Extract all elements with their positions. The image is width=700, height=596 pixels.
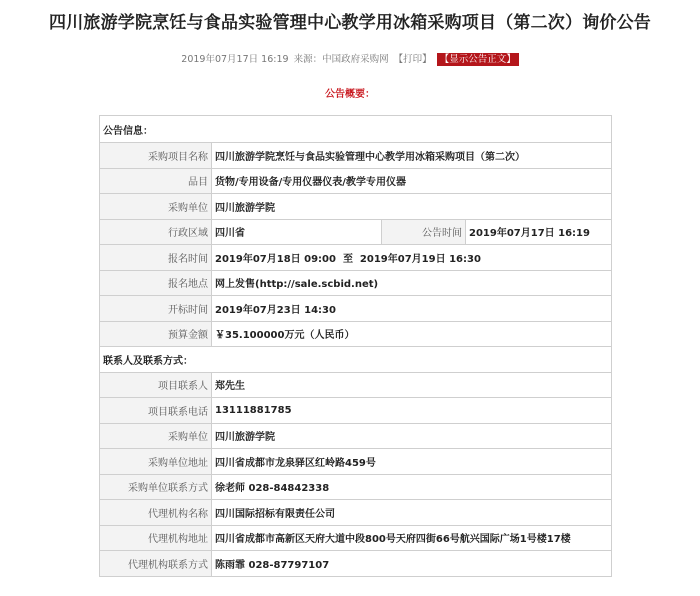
signup-place-label: 报名地点 — [100, 270, 212, 296]
signup-time-value — [212, 245, 612, 271]
announcement-table — [99, 115, 612, 577]
purchasing-unit-label: 采购单位 — [100, 194, 212, 220]
contact-person-value: 郑先生 — [212, 372, 612, 398]
project-name-label: 采购项目名称 — [100, 143, 212, 169]
agency-contact-value: 陈雨霏 028-87797107 — [212, 551, 612, 577]
table-row — [100, 423, 612, 449]
table-row — [100, 296, 612, 322]
source-text: 来源：中国政府采购网 — [293, 54, 389, 65]
table-row — [100, 551, 612, 577]
table-row — [100, 347, 612, 373]
signup-to: 至 — [342, 253, 353, 265]
table-row — [100, 449, 612, 475]
budget-value: ￥35.100000万元（人民币） — [212, 321, 612, 347]
project-name-value: 四川旅游学院烹饪与食品实验管理中心教学用冰箱采购项目（第二次） — [212, 143, 612, 169]
publish-time-value: 2019年07月17日 16:19 — [466, 219, 612, 245]
signup-place-value: 网上发售(http://sale.scbid.net) — [212, 270, 612, 296]
unit-address-value: 四川省成都市龙泉驿区红岭路459号 — [212, 449, 612, 475]
contact-phone-value: 13111881785 — [212, 398, 612, 424]
signup-start: 2019年07月18日 09:00 — [215, 253, 336, 265]
unit-address-label: 采购单位地址 — [100, 449, 212, 475]
agency-address-label: 代理机构地址 — [100, 525, 212, 551]
agency-contact-label: 代理机构联系方式 — [100, 551, 212, 577]
agency-name-label: 代理机构名称 — [100, 500, 212, 526]
section-contact-info: 联系人及联系方式： — [100, 347, 612, 373]
table-row — [100, 474, 612, 500]
open-time-label: 开标时间 — [100, 296, 212, 322]
contact-phone-label: 项目联系电话 — [100, 398, 212, 424]
agency-name-value: 四川国际招标有限责任公司 — [212, 500, 612, 526]
region-label: 行政区域 — [100, 219, 212, 245]
section-announcement-info: 公告信息： — [100, 116, 612, 143]
contact-unit-label: 采购单位 — [100, 423, 212, 449]
open-time-value: 2019年07月23日 14:30 — [212, 296, 612, 322]
table-row — [100, 372, 612, 398]
table-row — [100, 525, 612, 551]
print-link[interactable]: 【打印】 — [393, 54, 432, 65]
summary-heading: 公告概要： — [325, 89, 375, 100]
category-value: 货物/专用设备/专用仪器仪表/教学专用仪器 — [212, 168, 612, 194]
table-row — [100, 219, 612, 245]
table-row — [100, 270, 612, 296]
budget-label: 预算金额 — [100, 321, 212, 347]
article-meta — [0, 51, 700, 65]
agency-address-value: 四川省成都市高新区天府大道中段800号天府四街66号航兴国际广场1号楼17楼 — [212, 525, 612, 551]
table-row — [100, 116, 612, 143]
signup-end: 2019年07月19日 16:30 — [359, 253, 481, 265]
publish-time-label: 公告时间 — [382, 219, 466, 245]
table-row — [100, 194, 612, 220]
table-row — [100, 398, 612, 424]
table-row — [100, 321, 612, 347]
show-text-button[interactable]: 【显示公告正文】 — [437, 53, 519, 66]
signup-time-label: 报名时间 — [100, 245, 212, 271]
category-label: 品目 — [100, 168, 212, 194]
purchasing-unit-value: 四川旅游学院 — [212, 194, 612, 220]
table-row — [100, 245, 612, 271]
unit-contact-value: 徐老师 028-84842338 — [212, 474, 612, 500]
page-title: 四川旅游学院烹饪与食品实验管理中心教学用冰箱采购项目（第二次）询价公告 — [49, 13, 651, 33]
publish-date: 2019年07月17日 16:19 — [181, 54, 289, 65]
unit-contact-label: 采购单位联系方式 — [100, 474, 212, 500]
table-row — [100, 500, 612, 526]
table-row — [100, 168, 612, 194]
table-row — [100, 143, 612, 169]
contact-person-label: 项目联系人 — [100, 372, 212, 398]
contact-unit-value: 四川旅游学院 — [212, 423, 612, 449]
region-value: 四川省 — [212, 219, 382, 245]
